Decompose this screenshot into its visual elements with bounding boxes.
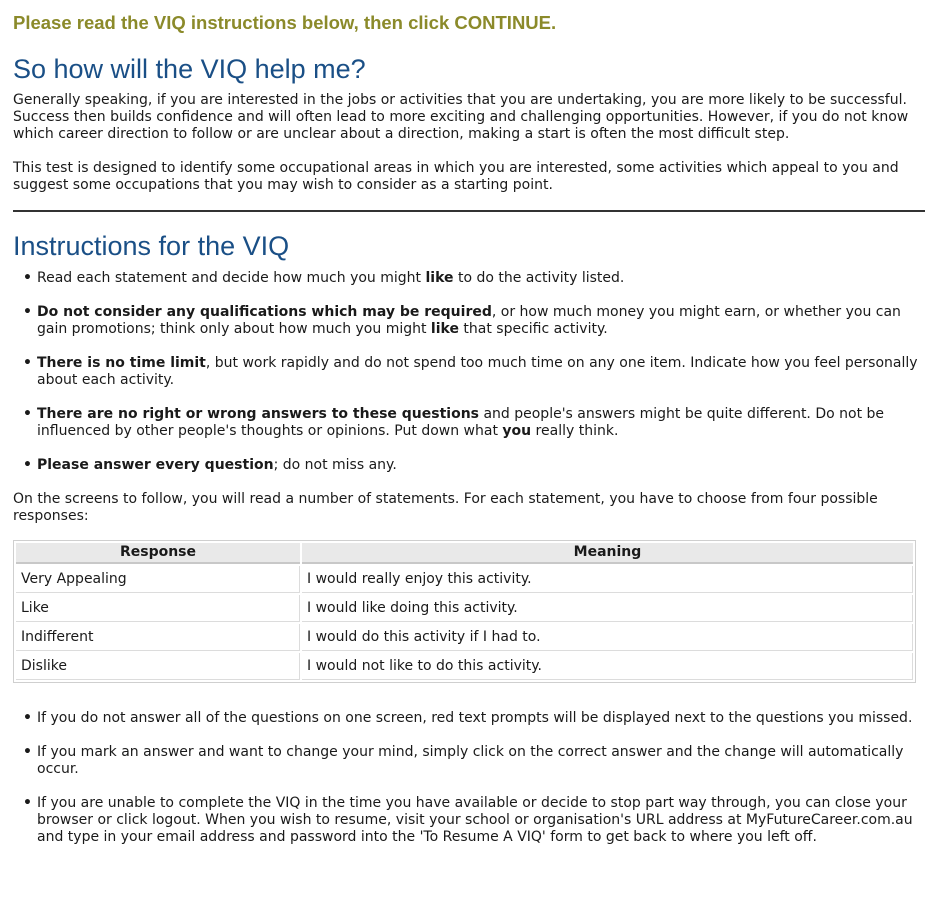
continue-notice: Please read the VIQ instructions below, then click CONTINUE. xyxy=(13,12,557,33)
instruction-item: • Read each statement and decide how much you might like to do the activity listed. xyxy=(13,270,925,287)
meaning-cell: I would really enjoy this activity. xyxy=(302,566,913,593)
table-row xyxy=(16,624,913,651)
tip-item: • If you do not answer all of the questions on one screen, red text prompts will be displayed next to the questions you missed. xyxy=(13,710,925,727)
section-divider xyxy=(13,210,925,212)
meaning-cell: I would do this activity if I had to. xyxy=(302,624,913,651)
intro-paragraph-2: This test is designed to identify some occupational areas in which you are interested, some activities which appeal to you and suggest some occupations that you may wish to consider as a starting point. xyxy=(13,160,899,193)
table-row xyxy=(16,653,913,680)
table-header-row xyxy=(16,543,913,564)
instructions-list xyxy=(13,270,925,474)
tip-item: • If you mark an answer and want to change your mind, simply click on the correct answer and the change will automatically occur. xyxy=(13,744,925,778)
response-cell: Dislike xyxy=(16,653,300,680)
column-header-response: Response xyxy=(16,543,300,564)
table-row xyxy=(16,566,913,593)
meaning-cell: I would not like to do this activity. xyxy=(302,653,913,680)
intro-paragraph-1: Generally speaking, if you are interested in the jobs or activities that you are undertaking, you are more likely to be successful. Success then builds confidence and will often lead to more exciting and challenging opportunities. However, if you do not know which career direction to follow or are unclear about a direction, making a start is often the most difficult step. xyxy=(13,92,909,142)
response-cell: Very Appealing xyxy=(16,566,300,593)
response-table xyxy=(13,540,916,683)
tip-item: • If you are unable to complete the VIQ in the time you have available or decide to stop part way through, you can close your browser or click logout. When you wish to resume, visit your school or organisation's URL address at MyFutureCareer.com.au and type in your email address and password into the 'To Resume A VIQ' form to get back to where you left off. xyxy=(13,795,925,846)
meaning-cell: I would like doing this activity. xyxy=(302,595,913,622)
instructions-heading: Instructions for the VIQ xyxy=(13,231,290,261)
instruction-item: • There is no time limit, but work rapidly and do not spend too much time on any one item. Indicate how you feel personally about each activity. xyxy=(13,355,925,389)
instruction-item: • Do not consider any qualifications which may be required, or how much money you might earn, or whether you can gain promotions; think only about how much you might like that specific activity. xyxy=(13,304,925,338)
tips-list xyxy=(13,710,925,846)
intro-heading: So how will the VIQ help me? xyxy=(13,54,366,84)
instruction-item: • Please answer every question; do not miss any. xyxy=(13,457,925,474)
table-row xyxy=(16,595,913,622)
column-header-meaning: Meaning xyxy=(302,543,913,564)
instruction-item: • There are no right or wrong answers to these questions and people's answers might be quite different. Do not be influenced by other people's thoughts or opinions. Put down what you really think. xyxy=(13,406,925,440)
response-cell: Like xyxy=(16,595,300,622)
response-cell: Indifferent xyxy=(16,624,300,651)
screens-intro-text: On the screens to follow, you will read a number of statements. For each statement, you have to choose from four possible responses: xyxy=(13,491,878,524)
